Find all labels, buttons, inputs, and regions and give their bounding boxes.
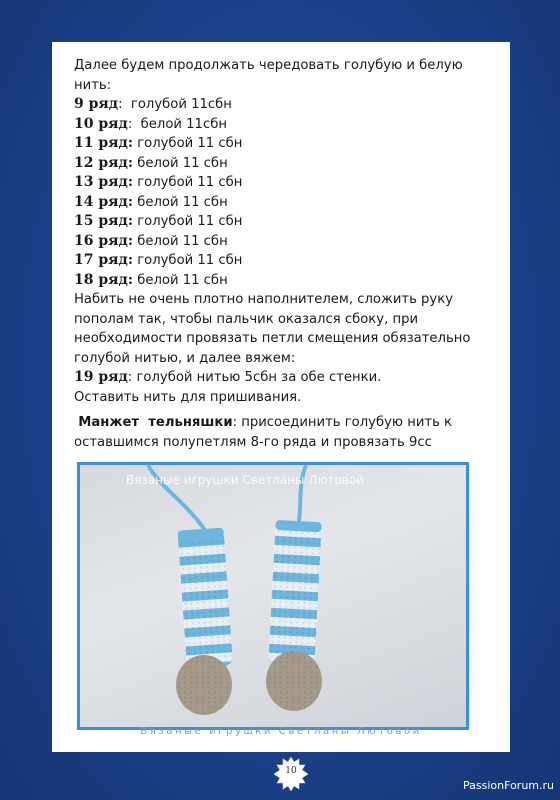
row-17 [74,251,504,271]
row-text: белой 11сбн [140,116,227,132]
row-number: 19 ряд [74,369,128,385]
row-18 [74,271,504,291]
row-text: белой 11 сбн [137,194,228,210]
page-number: 10 [285,766,297,776]
paragraph-line-4: голубой нитью, и далее вяжем: [74,350,296,366]
row-number: 15 ряд: [74,213,133,229]
paragraph-line-3: необходимости провязать петли смещения обязательно [74,331,471,346]
row-text: голубой 11сбн [130,97,232,112]
intro-line-1: Далее будем продолжать чередовать голубую и белую [74,58,463,73]
row-number: 17 ряд: [74,252,133,268]
document-page [52,42,510,752]
row-15 [74,212,504,232]
row-text: белой 11 сбн [137,155,228,171]
site-watermark: PassionForum.ru [463,779,554,792]
photo-watermark: Вязаные игрушки Светланы Лютовой [126,473,365,487]
row-text: голубой 11 сбн [137,253,243,268]
manzhet-text: : присоединить голубую нить к [232,415,453,430]
paragraph-line-1: Набить не очень плотно наполнителем, сложить руку [74,292,453,307]
leave-thread-line: Оставить нить для пришивания. [74,389,302,405]
row-separator: : [118,97,131,112]
row-number: 14 ряд: [74,193,133,210]
row-number: 12 ряд: [74,154,133,171]
row-12 [74,154,504,174]
left-arm [176,528,233,715]
row-14 [74,193,504,213]
row-number: 10 ряд [74,115,128,132]
row-number: 16 ряд: [74,232,133,249]
row-16 [74,232,504,252]
row-number: 11 ряд: [74,135,133,151]
row-text: белой 11 сбн [137,233,228,249]
knitted-arms-illustration [80,465,460,721]
row-text: голубой 11 сбн [137,175,243,190]
row-number: 18 ряд: [74,271,133,288]
row-separator: : [127,116,141,132]
row-13 [74,173,504,193]
footer-watermark: Вязаные игрушки Светланы Лютовой [140,726,422,737]
intro-line-2: нить: [74,77,112,93]
text-block [74,56,504,452]
paragraph-line-2: пополам так, чтобы пальчик оказался сбоку, при [74,311,419,327]
manzhet-line-2: оставшимся полупетлям 8-го ряда и провязать 9сс [74,434,432,450]
row-text: голубой 11 сбн [137,214,243,229]
row-11 [74,134,504,154]
row-number: 9 ряд [74,96,119,112]
row-10 [74,115,504,135]
row-text: белой 11 сбн [137,272,228,288]
row-text: голубой 11 сбн [137,136,243,151]
row-text: : голубой нитью 5сбн за обе стенки. [127,370,382,385]
row-9 [74,95,504,115]
knitted-arms-photo [80,465,466,727]
manzhet-line-1 [74,413,504,433]
photo-frame [77,462,469,730]
right-arm [266,520,322,711]
row-19 [74,368,504,388]
manzhet-title: Манжет тельняшки [78,415,233,430]
row-number: 13 ряд: [74,174,133,190]
